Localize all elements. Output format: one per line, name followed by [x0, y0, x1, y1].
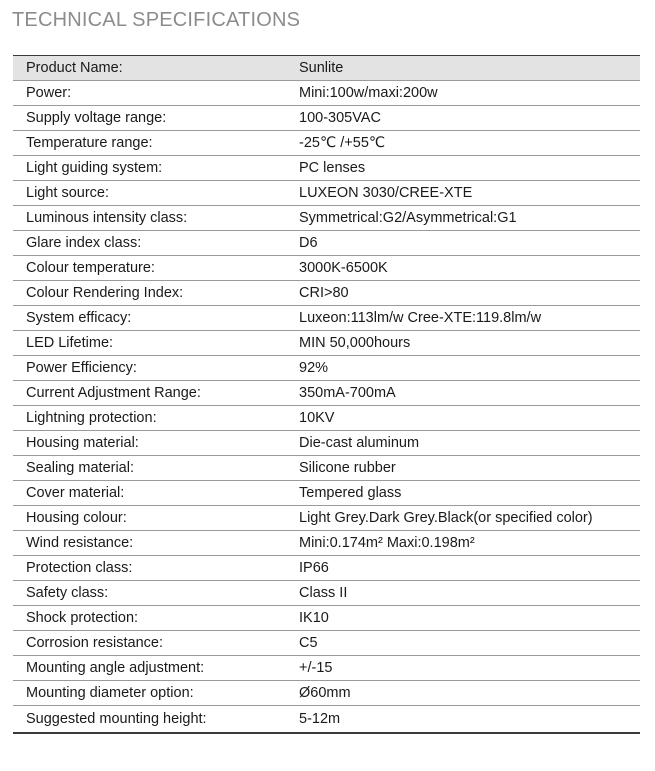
table-row: [13, 81, 640, 106]
spec-value: LUXEON 3030/CREE-XTE: [299, 185, 473, 201]
spec-table: [13, 55, 640, 734]
spec-value: Light Grey.Dark Grey.Black(or specified color): [299, 510, 593, 526]
spec-label: Light source:: [26, 185, 110, 201]
spec-label: Mounting diameter option:: [26, 685, 194, 701]
spec-value: Class II: [299, 585, 348, 601]
spec-value: Luxeon:113lm/w Cree-XTE:119.8lm/w: [299, 310, 542, 326]
spec-label: System efficacy:: [26, 310, 132, 326]
spec-label: Cover material:: [26, 485, 125, 501]
spec-label: Corrosion resistance:: [26, 635, 163, 651]
table-row: [13, 106, 640, 131]
spec-value: +/-15: [299, 660, 333, 676]
spec-label: Suggested mounting height:: [26, 711, 207, 727]
table-row: [13, 531, 640, 556]
spec-value: Sunlite: [299, 60, 344, 76]
spec-value: 10KV: [299, 410, 335, 426]
table-row: [13, 56, 640, 81]
spec-value: 100-305VAC: [299, 110, 381, 126]
table-row: [13, 156, 640, 181]
spec-label: Sealing material:: [26, 460, 134, 476]
spec-label: Lightning protection:: [26, 410, 157, 426]
spec-value: Mini:0.174m² Maxi:0.198m²: [299, 535, 475, 551]
spec-label: Colour temperature:: [26, 260, 155, 276]
table-row: [13, 506, 640, 531]
spec-value: 350mA-700mA: [299, 385, 396, 401]
table-row: [13, 631, 640, 656]
spec-value: IP66: [299, 560, 329, 576]
table-row: [13, 556, 640, 581]
spec-value: 3000K-6500K: [299, 260, 388, 276]
table-row: [13, 681, 640, 706]
spec-label: Power Efficiency:: [26, 360, 137, 376]
table-row: [13, 256, 640, 281]
spec-value: Die-cast aluminum: [299, 435, 420, 451]
table-row: [13, 181, 640, 206]
table-row: [13, 381, 640, 406]
spec-label: Temperature range:: [26, 135, 153, 151]
spec-label: Supply voltage range:: [26, 110, 167, 126]
table-row: [13, 581, 640, 606]
spec-label: Product Name:: [26, 60, 123, 76]
table-row: [13, 281, 640, 306]
spec-value: 5-12m: [299, 711, 341, 727]
spec-label: Mounting angle adjustment:: [26, 660, 205, 676]
table-row: [13, 231, 640, 256]
spec-value: Symmetrical:G2/Asymmetrical:G1: [299, 210, 517, 226]
spec-value: Silicone rubber: [299, 460, 396, 476]
spec-label: LED Lifetime:: [26, 335, 114, 351]
spec-value: Ø60mm: [299, 685, 351, 701]
spec-label: Safety class:: [26, 585, 109, 601]
spec-value: Tempered glass: [299, 485, 402, 501]
table-row: [13, 656, 640, 681]
table-row: [13, 456, 640, 481]
spec-label: Housing colour:: [26, 510, 127, 526]
table-row: [13, 706, 640, 732]
page-title: TECHNICAL SPECIFICATIONS: [12, 9, 301, 31]
spec-label: Protection class:: [26, 560, 133, 576]
spec-label: Colour Rendering Index:: [26, 285, 184, 301]
table-row: [13, 606, 640, 631]
spec-value: Mini:100w/maxi:200w: [299, 85, 438, 101]
spec-value: PC lenses: [299, 160, 366, 176]
table-row: [13, 331, 640, 356]
spec-label: Shock protection:: [26, 610, 139, 626]
table-row: [13, 206, 640, 231]
spec-label: Current Adjustment Range:: [26, 385, 201, 401]
spec-value: 92%: [299, 360, 329, 376]
table-row: [13, 306, 640, 331]
spec-value: MIN 50,000hours: [299, 335, 411, 351]
spec-label: Light guiding system:: [26, 160, 163, 176]
spec-label: Luminous intensity class:: [26, 210, 188, 226]
spec-value: CRI>80: [299, 285, 349, 301]
table-row: [13, 356, 640, 381]
spec-label: Power:: [26, 85, 72, 101]
table-row: [13, 131, 640, 156]
spec-value: -25℃ /+55℃: [299, 135, 386, 151]
spec-label: Housing material:: [26, 435, 139, 451]
spec-value: C5: [299, 635, 318, 651]
table-row: [13, 406, 640, 431]
table-row: [13, 481, 640, 506]
spec-label: Glare index class:: [26, 235, 142, 251]
spec-value: D6: [299, 235, 318, 251]
spec-value: IK10: [299, 610, 329, 626]
table-row: [13, 431, 640, 456]
spec-label: Wind resistance:: [26, 535, 134, 551]
